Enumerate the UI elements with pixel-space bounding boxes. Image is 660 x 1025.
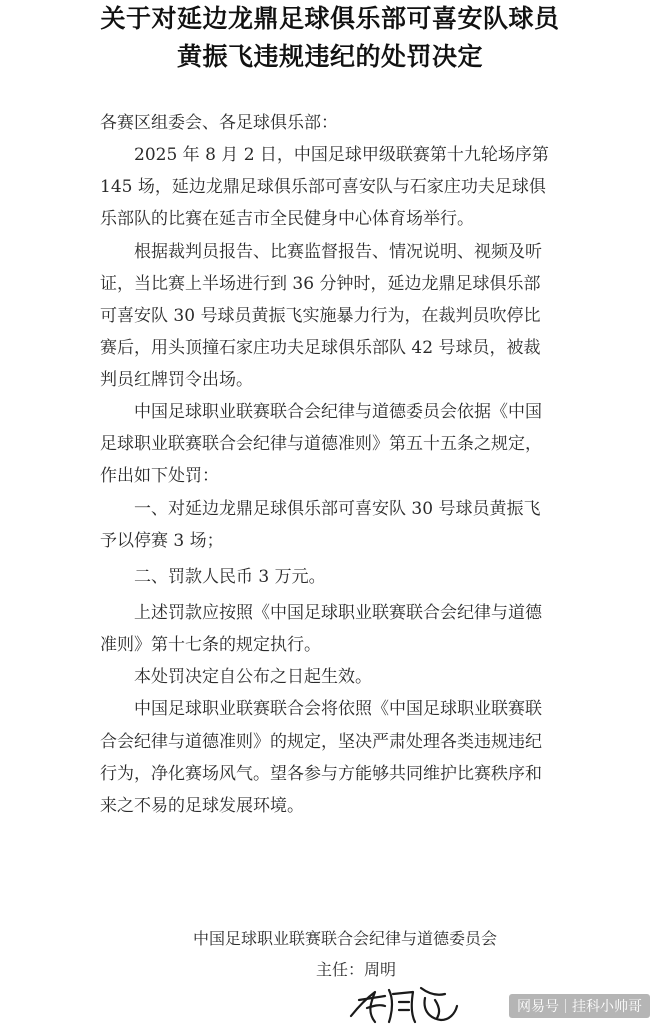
- paragraph-line: 准则》第十七条的规定执行。: [100, 635, 321, 655]
- paragraph-line: 作出如下处罚：: [100, 466, 219, 486]
- watermark-platform: 网易号: [517, 999, 559, 1015]
- paragraph-line: 足球职业联赛联合会纪律与道德准则》第五十五条之规定，: [100, 434, 542, 454]
- document-title-line-1: 关于对延边龙鼎足球俱乐部可喜安队球员: [100, 4, 560, 33]
- paragraph-line: 合会纪律与道德准则》的规定，坚决严肃处理各类违规违纪: [100, 732, 542, 752]
- paragraph-line: 本处罚决定自公布之日起生效。: [134, 667, 372, 687]
- handwritten-signature: [345, 982, 465, 1025]
- paragraph-line: 上述罚款应按照《中国足球职业联赛联合会纪律与道德: [134, 603, 542, 623]
- paragraph-line: 一、对延边龙鼎足球俱乐部可喜安队 30 号球员黄振飞: [134, 499, 541, 519]
- paragraph-line: 乐部队的比赛在延吉市全民健身中心体育场举行。: [100, 209, 474, 229]
- paragraph-line: 来之不易的足球发展环境。: [100, 796, 304, 816]
- document-title-line-2: 黄振飞违规违纪的处罚决定: [176, 42, 483, 71]
- signoff-chair: 主任：周明: [316, 960, 397, 979]
- paragraph-line: 二、罚款人民币 3 万元。: [134, 567, 326, 587]
- watermark: [509, 994, 650, 1018]
- paragraph-line: 2025 年 8 月 2 日，中国足球甲级联赛第十九轮场序第: [134, 145, 549, 165]
- signoff-organization: 中国足球职业联赛联合会纪律与道德委员会: [193, 929, 498, 948]
- paragraph-line: 145 场，延边龙鼎足球俱乐部可喜安队与石家庄功夫足球俱: [100, 177, 546, 197]
- watermark-divider: [565, 999, 566, 1013]
- paragraph-line: 可喜安队 30 号球员黄振飞实施暴力行为，在裁判员吹停比: [100, 306, 541, 326]
- watermark-author: 挂科小帅哥: [572, 999, 642, 1015]
- paragraph-line: 赛后，用头顶撞石家庄功夫足球俱乐部队 42 号球员，被裁: [100, 338, 541, 358]
- paragraph-line: 证，当比赛上半场进行到 36 分钟时，延边龙鼎足球俱乐部: [100, 274, 541, 294]
- paragraph-line: 行为，净化赛场风气。望各参与方能够共同维护比赛秩序和: [100, 764, 542, 784]
- paragraph-line: 予以停赛 3 场；: [100, 531, 224, 551]
- paragraph-line: 判员红牌罚令出场。: [100, 370, 253, 390]
- addressee: 各赛区组委会、各足球俱乐部：: [100, 113, 338, 133]
- paragraph-line: 中国足球职业联赛联合会纪律与道德委员会依据《中国: [134, 402, 542, 422]
- paragraph-line: 根据裁判员报告、比赛监督报告、情况说明、视频及听: [134, 242, 542, 262]
- paragraph-line: 中国足球职业联赛联合会将依照《中国足球职业联赛联: [134, 699, 542, 719]
